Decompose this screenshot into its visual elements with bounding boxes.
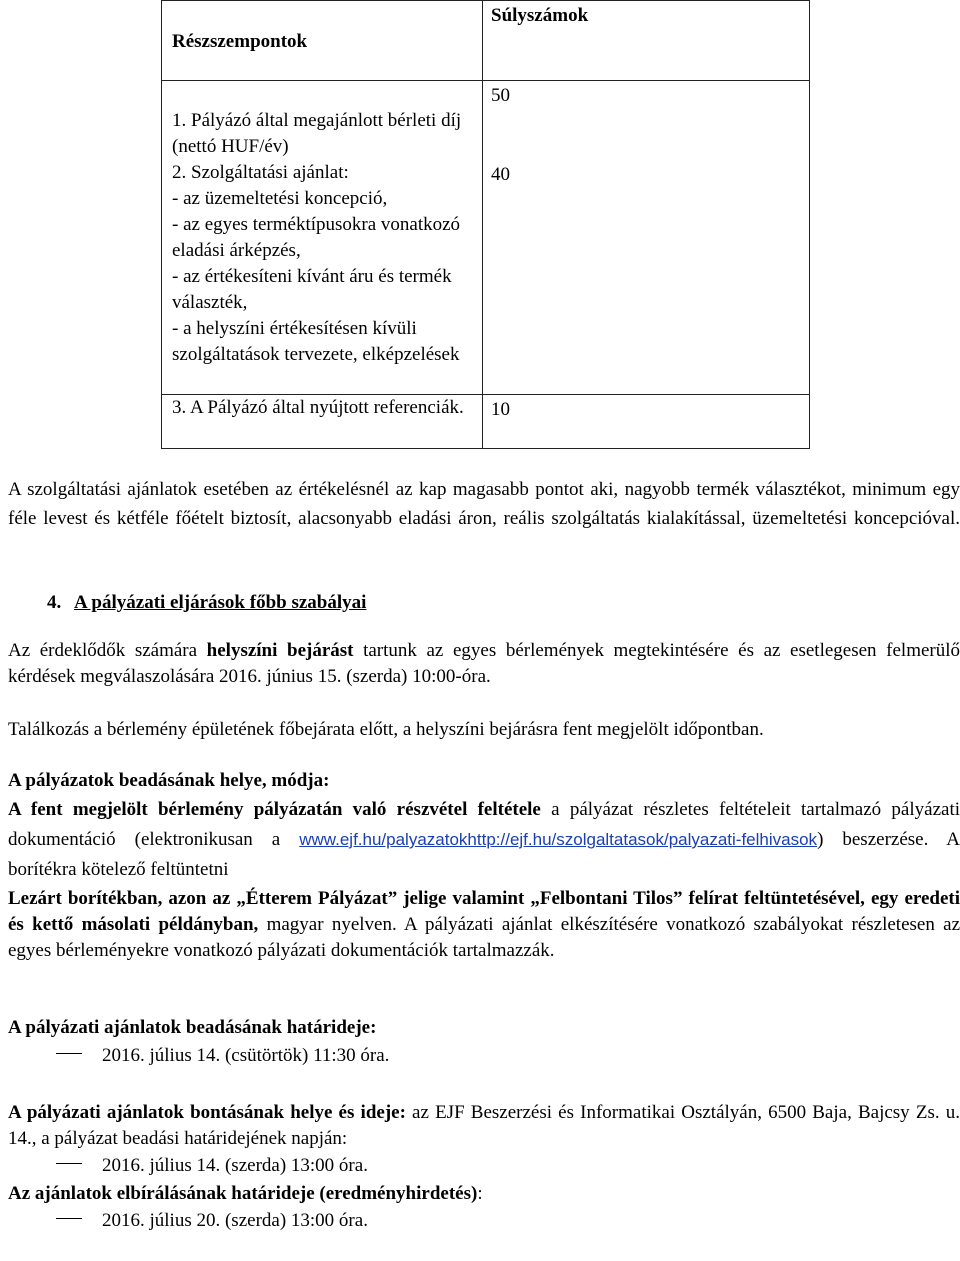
dash-bullet-icon — [56, 1053, 82, 1054]
table-header-cell — [483, 1, 810, 81]
opening-item — [56, 1153, 368, 1179]
evaluation-item — [56, 1208, 368, 1234]
documentation-link[interactable]: www.ejf.hu/palyazatokhttp://ejf.hu/szolgaltatasok/palyazati-felhivasok — [299, 830, 818, 849]
submission-heading-text: A pályázatok beadásának helye, módja: — [8, 770, 330, 791]
table-header-cell — [162, 1, 483, 81]
opening-paragraph — [8, 1100, 960, 1152]
criterion-1: 1. Pályázó által megajánlott bérleti díj (nettó HUF/év) — [172, 110, 462, 157]
criteria-table — [161, 0, 810, 449]
submission-heading — [8, 768, 960, 794]
opening-heading: A pályázati ajánlatok bontásának helye és ideje: — [8, 1102, 406, 1123]
criterion-2-sub: - az üzemeltetési koncepció, — [172, 188, 388, 209]
criterion-2: 2. Szolgáltatási ajánlat: — [172, 162, 349, 183]
section-title: A pályázati eljárások főbb szabályai — [74, 592, 367, 613]
evaluation-colon: : — [477, 1183, 483, 1204]
section-heading — [47, 590, 366, 616]
table-cell-criteria — [162, 395, 483, 449]
criterion-2-sub: - az egyes terméktípusokra vonatkozó eladási árképzés, — [172, 214, 461, 261]
visit-bold: helyszíni bejárást — [206, 640, 354, 661]
criterion-2-sub: - a helyszíni értékesítésen kívüli szolgáltatások tervezete, elképzelések — [172, 318, 460, 365]
table-cell-weights — [483, 395, 810, 449]
envelope-paragraph — [8, 886, 960, 964]
envelope-bold: Lezárt borítékban, azon az „Étterem Pályázat” jelige valamint „Felbontani Tilos” felírat feltüntetésével, egy eredeti és kettő másolati példányban, — [8, 888, 960, 935]
table-cell-criteria — [162, 81, 483, 395]
evaluation-heading-text: Az ajánlatok elbírálásának határideje (eredményhirdetés) — [8, 1183, 478, 1204]
criterion-2-sub: - az értékesíteni kívánt áru és termék választék, — [172, 266, 452, 313]
dash-bullet-icon — [56, 1218, 82, 1219]
envelope-text: magyar nyelven. A pályázati ajánlat elkészítésére vonatkozó szabályokat részletesen az egyes bérleményekre vonatkozó pályázati dokumentációk tartalmazzák. — [8, 914, 960, 961]
deadline-item-text: 2016. július 14. (csütörtök) 11:30 óra. — [102, 1045, 390, 1066]
opening-item-text: 2016. július 14. (szerda) 13:00 óra. — [102, 1155, 368, 1176]
submission-text: a pályázat részletes feltételeit tartalmazó pályázati dokumentáció (elektronikusan a — [8, 799, 960, 850]
dash-bullet-icon — [56, 1163, 82, 1164]
visit-text: Az érdeklődők számára — [8, 640, 207, 661]
intro-paragraph: A szolgáltatási ajánlatok esetében az értékelésnél az kap magasabb pontot aki, nagyobb termék választékot, minimum egy féle levest és kétféle főételt biztosít, alacsonyabb eladási áron, reális szolgáltatás kialakítással, üzemeltetési koncepcióval. — [8, 479, 960, 529]
deadline-heading — [8, 1015, 960, 1041]
section-number: 4. — [47, 592, 62, 613]
header-weights: Súlyszámok — [491, 5, 589, 26]
criterion-3: 3. A Pályázó által nyújtott referenciák. — [172, 397, 464, 418]
weight-3: 10 — [491, 399, 510, 420]
deadline-heading-text: A pályázati ajánlatok beadásának határideje: — [8, 1017, 377, 1038]
submission-paragraph — [8, 795, 960, 885]
evaluation-item-text: 2016. július 20. (szerda) 13:00 óra. — [102, 1210, 368, 1231]
weight-1: 50 — [491, 85, 510, 106]
submission-text: ) beszerzése. A borítékra kötelező feltüntetni — [8, 829, 960, 880]
header-criteria: Részszempontok — [172, 31, 308, 52]
deadline-item — [56, 1043, 389, 1069]
submission-bold-lead: A fent megjelölt bérlemény pályázatán való részvétel feltétele — [8, 799, 541, 820]
visit-text: tartunk az egyes bérlemények megtekintésére és az esetlegesen felmerülő kérdések megválaszolására 2016. június 15. (szerda) 10:00-óra. — [8, 640, 960, 687]
visit-paragraph — [8, 638, 960, 690]
meeting-paragraph: Találkozás a bérlemény épületének főbejárata előtt, a helyszíni bejárásra fent megjelölt időpontban. — [8, 719, 764, 740]
opening-text: az EJF Beszerzési és Informatikai Osztályán, 6500 Baja, Bajcsy Zs. u. 14., a pályázat beadási határidejének napján: — [8, 1102, 960, 1149]
table-cell-weights — [483, 81, 810, 395]
evaluation-heading — [8, 1181, 960, 1207]
weight-2: 40 — [491, 164, 510, 185]
